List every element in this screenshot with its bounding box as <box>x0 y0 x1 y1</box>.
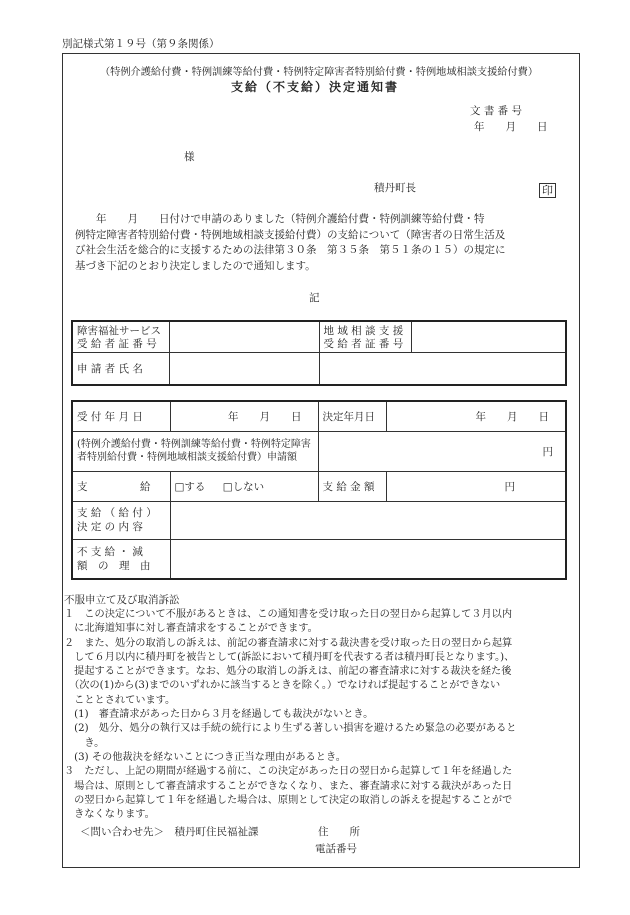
appeal-heading: 不服申立て及び取消訴訟 <box>64 594 180 606</box>
benefit-types-header: （特例介護給付費・特例訓練等給付費・特例特定障害者特別給付費・特例地域相談支援給付費） <box>100 67 539 78</box>
addressee-suffix: 様 <box>184 151 195 163</box>
payment-amount-field[interactable]: 円 <box>386 471 566 501</box>
contact-label: ＜問い合わせ先＞ 積丹町住民福祉課 <box>80 826 259 838</box>
application-amount-label: (特例介護給付費・特例訓練等給付費・特例特定障害 者特別給付費・特例地域相談支援給付費）申請額 <box>72 431 318 471</box>
received-date-field[interactable]: 年 月 日 <box>170 401 318 431</box>
seal-mark: 印 <box>539 179 556 198</box>
decision-date-field[interactable]: 年 月 日 <box>386 401 566 431</box>
decision-content-field[interactable] <box>170 501 566 539</box>
note-line: (3) その他裁決を経ないことにつき正当な理由があるとき。 <box>64 751 346 763</box>
certificate-table <box>71 320 567 386</box>
pay-yes-checkbox[interactable]: □する <box>174 480 206 493</box>
note-line: (1) 審査請求があった日から３月を経過しても裁決がないとき。 <box>64 709 374 721</box>
page-title: 支給（不支給）決定通知書 <box>230 80 399 94</box>
payment-options <box>170 471 318 501</box>
issuer-name: 積丹町長 <box>374 182 416 194</box>
note-line: に北海道知事に対し審査請求をすることができます。 <box>64 623 318 635</box>
form-number-label: 別記様式第１９号（第９条関係） <box>62 38 220 50</box>
note-line: こととされています。 <box>64 694 176 706</box>
decision-table <box>71 400 567 580</box>
note-line: 場合は、原則として審査請求することができなくなり、また、審査請求に対する裁決があった日 <box>64 780 513 792</box>
reduction-reason-field[interactable] <box>170 539 566 579</box>
note-line: ３ ただし、上記の期間が経過する前に、この決定があった日の翌日から起算して１年を経過した <box>64 766 513 778</box>
body-line: び社会生活を総合的に支援するための法律第３０条 第３５条 第５１条の１５）の規定に <box>75 244 506 256</box>
document-number-label: 文 書 番 号 <box>470 105 523 117</box>
note-line: き。 <box>64 737 105 749</box>
appeal-notes <box>64 608 579 822</box>
note-line: (2) 処分、処分の執行又は手続の続行により生ずる著しい損害を避けるため緊急の必要があると <box>64 723 517 735</box>
address-label: 住 所 <box>318 826 360 838</box>
applicant-name-label: 申 請 者 氏 名 <box>72 352 169 385</box>
body-line: 例特定障害者特別給付費・特例地域相談支援給付費）の支給について（障害者の日常生活及 <box>75 228 506 241</box>
consult-cert-number-boxes[interactable] <box>411 321 566 352</box>
decision-content-label: 支 給 （ 給 付 ） 決 定 の 内 容 <box>72 501 170 539</box>
service-cert-number-boxes[interactable] <box>169 321 319 352</box>
ki-heading: 記 <box>309 292 320 304</box>
payment-label: 支 給 <box>72 471 170 501</box>
body-line: 年 月 日付けで申請のありました（特例介護給付費・特例訓練等給付費・特 <box>75 213 485 225</box>
consult-cert-label: 地 域 相 談 支 援 受 給 者 証 番 号 <box>319 321 411 352</box>
body-line: 基づき下記のとおり決定しましたので通知します。 <box>75 259 316 272</box>
notice-body <box>75 212 575 274</box>
note-line: きなくなります。 <box>64 809 155 821</box>
note-line: の翌日から起算して１年を経過した場合は、原則として決定の取消しの訴えを提起することがで <box>64 794 513 806</box>
note-line: １ この決定について不服があるときは、この通知書を受け取った日の翌日から起算して３月以内 <box>64 609 513 620</box>
pay-no-checkbox[interactable]: □しない <box>222 480 265 493</box>
decision-date-label: 決定年月日 <box>318 401 386 431</box>
note-line: 提起することができます。なお、処分の取消しの訴えは、前記の審査請求に対する裁決を経た後 <box>64 666 512 678</box>
reduction-reason-label: 不 支 給 ・ 減 額 の 理 由 <box>72 539 170 579</box>
application-amount-field[interactable]: 円 <box>318 431 566 471</box>
note-line: して６月以内に積丹町を被告として(訴訟において積丹町を代表する者は積丹町長となります。)、 <box>64 651 515 663</box>
document-date-label: 年 月 日 <box>474 121 548 133</box>
note-line: ２ また、処分の取消しの訴えは、前記の審査請求に対する裁決書を受け取った日の翌日から起算 <box>64 637 513 649</box>
service-cert-label: 障害福祉サービス 受 給 者 証 番 号 <box>72 321 169 352</box>
payment-amount-label: 支 給 金 額 <box>318 471 386 501</box>
applicant-name-field[interactable] <box>169 352 319 385</box>
note-line: （次の(1)から(3)までのいずれかに該当するときを除く。）でなければ提起することができない <box>64 680 501 692</box>
phone-label: 電話番号 <box>315 843 357 855</box>
received-date-label: 受 付 年 月 日 <box>72 401 170 431</box>
